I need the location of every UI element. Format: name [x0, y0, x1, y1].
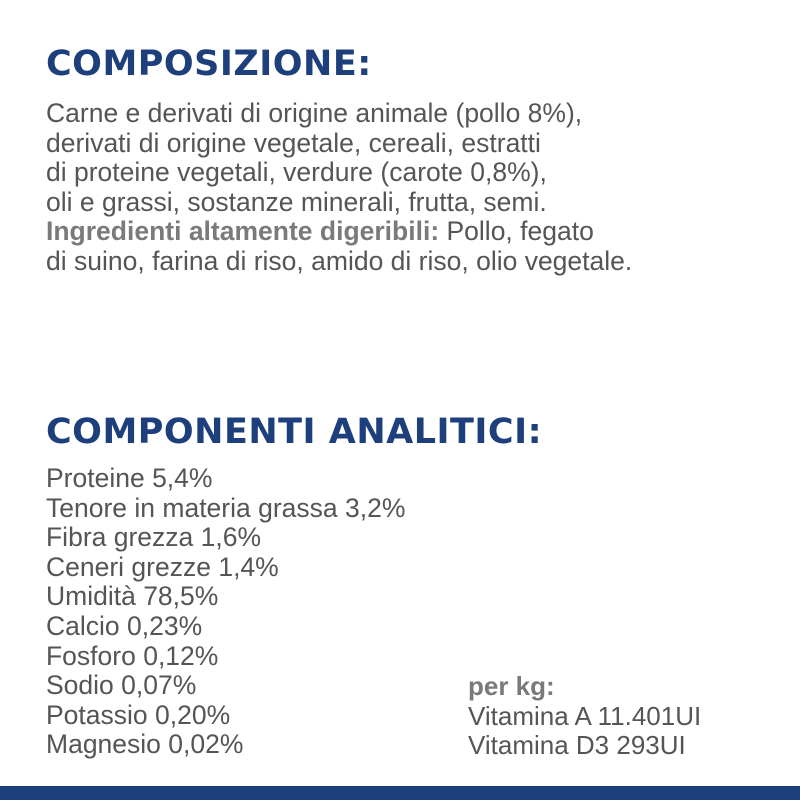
per-kg-label: per kg: — [468, 671, 555, 701]
bottom-bar — [0, 786, 800, 800]
digestible-ingredients-text: Pollo, fegato — [439, 216, 594, 246]
analytical-item: Ceneri grezze 1,4% — [46, 551, 279, 582]
analytical-item: Proteine 5,4% — [46, 463, 213, 493]
vitamin-item: Vitamina A 11.401UI — [468, 700, 702, 731]
composition-line: Carne e derivati di origine animale (pollo 8%), — [46, 98, 583, 128]
vitamin-item: Vitamina D3 293UI — [468, 730, 686, 761]
analytical-item: Fibra grezza 1,6% — [46, 522, 262, 553]
analytical-item: Umidità 78,5% — [46, 581, 219, 612]
composition-line: derivati di origine vegetale, cereali, estratti — [46, 127, 541, 158]
analytical-list — [46, 464, 405, 760]
composition-text — [46, 99, 766, 276]
composition-highlight-line — [46, 217, 766, 247]
composition-line: di proteine vegetali, verdure (carote 0,8%), — [46, 157, 547, 187]
composition-heading: COMPOSIZIONE: — [46, 44, 372, 84]
analytical-item: Calcio 0,23% — [46, 610, 203, 641]
digestible-ingredients-label: Ingredienti altamente digeribili: — [46, 216, 440, 246]
analytical-item: Fosforo 0,12% — [46, 640, 219, 671]
analytical-item: Potassio 0,20% — [46, 699, 231, 730]
analytical-item: Tenore in materia grassa 3,2% — [46, 492, 406, 523]
analytical-heading: COMPONENTI ANALITICI: — [46, 412, 543, 452]
per-kg-block — [468, 672, 701, 761]
composition-line: di suino, farina di riso, amido di riso, olio vegetale. — [46, 245, 633, 276]
analytical-item: Magnesio 0,02% — [46, 729, 244, 760]
analytical-item: Sodio 0,07% — [46, 670, 197, 701]
composition-line: oli e grassi, sostanze minerali, frutta, semi. — [46, 186, 547, 217]
